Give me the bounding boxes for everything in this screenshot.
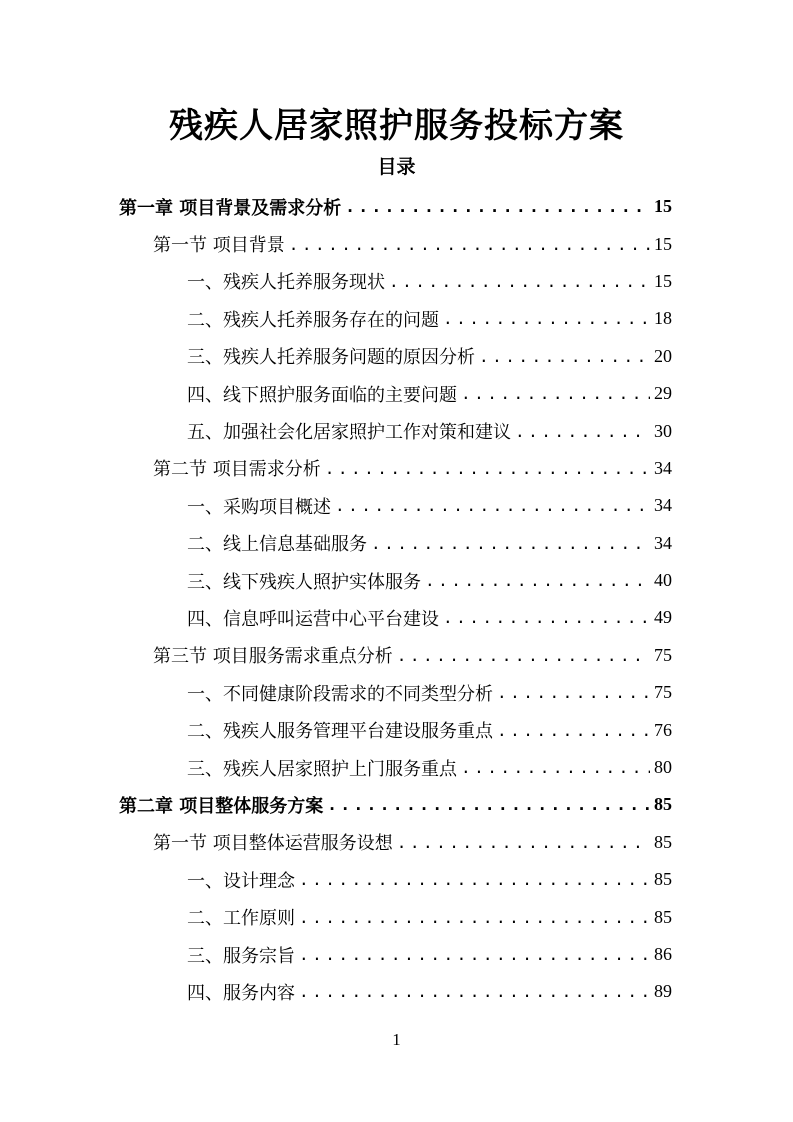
toc-entry[interactable]	[0, 450, 793, 487]
toc-leader-dots	[327, 795, 650, 814]
toc-entry-label: 二、残疾人服务管理平台建设服务重点	[187, 721, 493, 743]
toc-entry[interactable]	[0, 263, 793, 300]
toc-entry-page: 85	[654, 906, 672, 927]
toc-entry-label: 一、不同健康阶段需求的不同类型分析	[187, 683, 493, 705]
toc-leader-dots	[497, 683, 650, 702]
toc-entry-label: 四、服务内容	[187, 982, 295, 1004]
toc-entry[interactable]	[0, 487, 793, 524]
toc-entry[interactable]	[0, 674, 793, 711]
toc-leader-dots	[443, 309, 650, 328]
toc-leader-dots	[461, 384, 650, 403]
toc-entry[interactable]	[0, 562, 793, 599]
toc-entry[interactable]	[0, 225, 793, 262]
toc-entry[interactable]	[0, 861, 793, 898]
toc-leader-dots	[299, 870, 650, 889]
toc-entry-label: 五、加强社会化居家照护工作对策和建议	[187, 422, 511, 444]
toc-leader-dots	[345, 197, 650, 216]
toc-entry-page: 34	[654, 495, 672, 516]
toc-entry[interactable]	[0, 749, 793, 786]
toc-leader-dots	[299, 908, 650, 927]
table-of-contents	[0, 188, 793, 1011]
toc-entry-page: 80	[654, 757, 672, 778]
toc-entry-page: 85	[654, 794, 672, 815]
toc-heading: 目录	[377, 156, 416, 178]
toc-entry-page: 34	[654, 532, 672, 553]
toc-entry-page: 29	[654, 383, 672, 404]
toc-entry[interactable]	[0, 786, 793, 823]
toc-entry-label: 三、残疾人居家照护上门服务重点	[187, 758, 457, 780]
toc-entry-label: 第一节 项目背景	[153, 235, 285, 257]
document-title: 残疾人居家照护服务投标方案	[169, 106, 624, 146]
toc-leader-dots	[443, 608, 650, 627]
page-number: 1	[392, 1030, 401, 1049]
toc-entry[interactable]	[0, 300, 793, 337]
toc-entry-page: 85	[654, 831, 672, 852]
toc-entry-label: 二、残疾人托养服务存在的问题	[187, 309, 439, 331]
toc-entry-label: 四、信息呼叫运营中心平台建设	[187, 608, 439, 630]
toc-leader-dots	[397, 833, 650, 852]
toc-entry-label: 第二章 项目整体服务方案	[119, 795, 324, 817]
toc-entry-page: 49	[654, 607, 672, 628]
toc-entry-page: 15	[654, 270, 672, 291]
toc-entry-page: 86	[654, 944, 672, 964]
toc-entry-label: 第三节 项目服务需求重点分析	[153, 646, 393, 668]
toc-leader-dots	[389, 272, 650, 291]
toc-entry-page: 15	[654, 196, 672, 217]
toc-entry-label: 第一节 项目整体运营服务设想	[153, 833, 393, 855]
toc-leader-dots	[289, 235, 650, 254]
toc-leader-dots	[497, 721, 650, 740]
toc-entry-page: 34	[654, 457, 672, 478]
toc-entry-label: 一、采购项目概述	[187, 496, 331, 518]
toc-entry-label: 二、线上信息基础服务	[187, 534, 367, 556]
toc-entry-label: 三、残疾人托养服务问题的原因分析	[187, 347, 475, 369]
toc-leader-dots	[461, 758, 650, 777]
toc-entry-page: 18	[654, 308, 672, 329]
toc-entry-label: 一、设计理念	[187, 870, 295, 892]
toc-leader-dots	[299, 945, 650, 964]
toc-entry-label: 三、线下残疾人照护实体服务	[187, 571, 421, 593]
toc-entry-page: 75	[654, 682, 672, 703]
toc-leader-dots	[397, 646, 650, 665]
toc-leader-dots	[479, 347, 650, 366]
toc-leader-dots	[335, 496, 650, 515]
toc-leader-dots	[371, 534, 650, 553]
toc-entry[interactable]	[0, 936, 793, 973]
toc-entry-label: 一、残疾人托养服务现状	[187, 272, 385, 294]
toc-entry[interactable]	[0, 338, 793, 375]
toc-entry-page: 89	[654, 981, 672, 1002]
toc-entry-page: 76	[654, 719, 672, 740]
toc-entry-page: 30	[654, 420, 672, 441]
toc-entry[interactable]	[0, 188, 793, 225]
toc-entry-label: 第一章 项目背景及需求分析	[119, 197, 342, 219]
toc-entry-label: 四、线下照护服务面临的主要问题	[187, 384, 457, 406]
toc-entry[interactable]	[0, 412, 793, 449]
toc-entry[interactable]	[0, 711, 793, 748]
toc-entry-page: 85	[654, 869, 672, 890]
toc-leader-dots	[515, 422, 650, 441]
toc-entry[interactable]	[0, 375, 793, 412]
toc-entry-label: 三、服务宗旨	[187, 945, 295, 967]
toc-entry-page: 15	[654, 233, 672, 254]
toc-entry-page: 40	[654, 570, 672, 591]
toc-entry[interactable]	[0, 637, 793, 674]
toc-entry-label: 二、工作原则	[187, 908, 295, 930]
toc-entry[interactable]	[0, 898, 793, 935]
toc-leader-dots	[299, 982, 650, 1001]
toc-entry[interactable]	[0, 599, 793, 636]
toc-leader-dots	[325, 459, 650, 478]
toc-entry[interactable]	[0, 525, 793, 562]
toc-leader-dots	[425, 571, 650, 590]
toc-entry-page: 75	[654, 644, 672, 665]
toc-entry-label: 第二节 项目需求分析	[153, 459, 321, 481]
toc-entry-page: 20	[654, 345, 672, 366]
toc-entry[interactable]	[0, 824, 793, 861]
toc-entry[interactable]	[0, 973, 793, 1010]
